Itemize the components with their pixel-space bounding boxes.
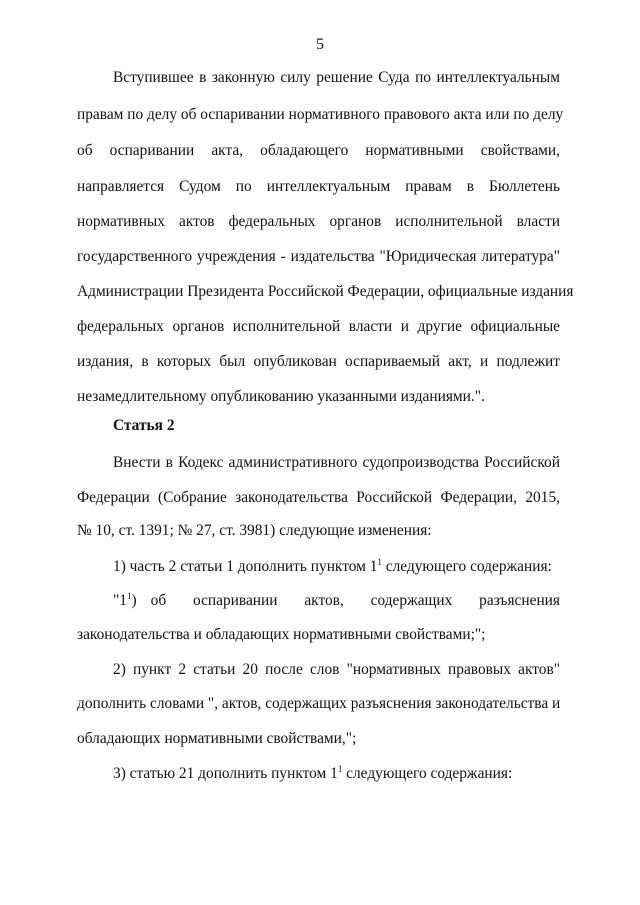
paragraph-1-line-2: правам по делу об оспаривании нормативного правового акта или по делу	[77, 106, 564, 123]
item-3-text-after: следующего содержания:	[342, 765, 513, 782]
article-heading: Статья 2	[113, 417, 175, 434]
item-2-line-2: дополнить словами ", актов, содержащих разъяснения законодательства и	[77, 695, 561, 712]
item-1-quote-line-2: законодательства и обладающих нормативными свойствами;";	[77, 626, 486, 643]
item-1-superscript: 1	[377, 557, 382, 567]
paragraph-2-line-3: № 10, ст. 1391; № 27, ст. 3981) следующие изменения:	[77, 522, 432, 539]
item-1-quote-line-1	[113, 591, 560, 611]
paragraph-1-line-1: Вступившее в законную силу решение Суда по интеллектуальным	[113, 69, 560, 86]
paragraph-1-line-8: федеральных органов исполнительной власти и другие официальные	[77, 318, 560, 335]
quote-point-number: "$1^1$)	[113, 591, 137, 609]
item-1-text: 1) часть 2 статьи 1 дополнить пунктом 1	[113, 558, 378, 575]
paragraph-1-line-7: Администрации Президента Российской Федерации, официальные издания	[77, 283, 574, 300]
paragraph-2-line-2: Федерации (Собрание законодательства Российской Федерации, 2015,	[77, 489, 560, 506]
item-2-line-1: 2) пункт 2 статьи 20 после слов "нормативных правовых актов"	[113, 661, 560, 678]
quote-line-1-text: об оспаривании актов, содержащих разъяснения	[150, 592, 560, 609]
item-1-line	[113, 557, 560, 577]
paragraph-1-line-5: нормативных актов федеральных органов исполнительной власти	[77, 213, 560, 230]
paragraph-1-line-9: издания, в которых был опубликован оспариваемый акт, и подлежит	[77, 353, 560, 370]
paragraph-2-line-1: Внести в Кодекс административного судопроизводства Российской	[113, 454, 560, 471]
page-number: 5	[316, 36, 324, 53]
item-2-line-3: обладающих нормативными свойствами,";	[77, 730, 357, 747]
paragraph-1-line-4: направляется Судом по интеллектуальным правам в Бюллетень	[77, 178, 560, 195]
paragraph-1-line-10: незамедлительному опубликованию указанными изданиями.".	[77, 388, 485, 405]
item-3-superscript: 1	[337, 764, 343, 774]
paragraph-1-line-3: об оспаривании акта, обладающего нормативными свойствами,	[77, 142, 560, 159]
item-3-line	[113, 764, 560, 784]
paragraph-1-line-6: государственного учреждения - издательства "Юридическая литература"	[77, 248, 560, 265]
item-1-text-after: следующего содержания:	[381, 558, 552, 575]
item-3-text: 3) статью 21 дополнить пунктом 1	[113, 765, 338, 782]
